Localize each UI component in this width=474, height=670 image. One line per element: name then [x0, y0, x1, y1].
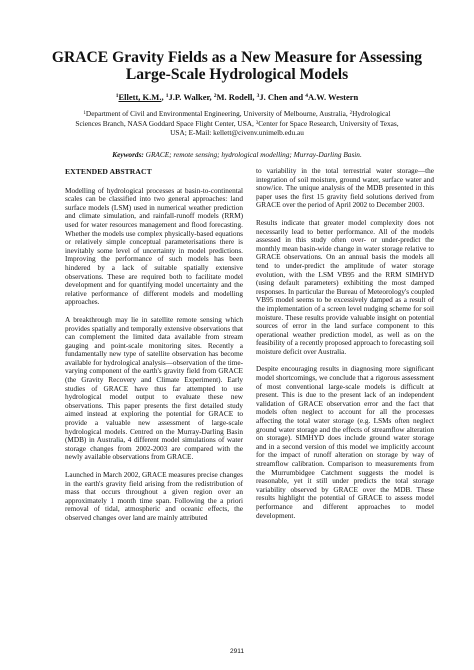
- author-5: $^4$A.W. Western: [305, 92, 359, 102]
- author-list: [40, 92, 434, 103]
- right-paragraph-2: Results indicate that greater model complexity does not necessarily lead to better performance. All of the models assessed in this study often over- or under-predict the monthly mean basin-wide change in water storage relative to GRACE observations. On an annual basis the models all tend to under-predict the amplitude of water storage evolution, with the LSM VB95 and the RRM SIMHYD (using default parameters) exhibiting the most damped responses. In particular the Bureau of Meteorology's coupled VB95 model seems to be excessively damped as a result of the implementation of a screen level nudging scheme for soil moisture. These results provide valuable insight on potential sources of error in the land surface component to this operational weather prediction model, as well as on the feasibility of a recently proposed approach to forecasting soil moisture deficit over Australia.: [256, 218, 434, 356]
- keywords-label: Keywords:: [112, 150, 144, 159]
- right-paragraph-1: to variability in the total terrestrial water storage—the integration of soil moisture, ground water, surface water and snow/ice. The unique analysis of the MDB presented in this paper uses the first 15 gravity field solutions derived from GRACE over the period of April 2002 to December 2003.: [256, 167, 434, 210]
- author-3: $^2$M. Rodell,: [213, 92, 257, 102]
- left-paragraph-3: Launched in March 2002, GRACE measures precise changes in the earth's gravity field arising from the redistribution of mass that occurs throughout a given region over an approximately 1 month time span. Following the a priori removal of tidal, atmospheric and oceanic effects, the observed changes over land are mainly attributed: [65, 471, 243, 522]
- keywords-text: GRACE; remote sensing; hydrological modelling; Murray-Darling Basin.: [145, 150, 362, 159]
- author-1: $^1$Ellett, K.M.,: [115, 92, 166, 102]
- paper-title: GRACE Gravity Fields as a New Measure for Assessing Large-Scale Hydrological Models: [51, 49, 423, 83]
- right-column: [256, 167, 434, 529]
- page-number: 2911: [230, 648, 244, 655]
- abstract-heading: EXTENDED ABSTRACT: [65, 167, 152, 176]
- right-paragraph-3: Despite encouraging results in diagnosing more significant model shortcomings, we conclude that a rigorous assessment of most conventional large-scale models is difficult at present. This is due to the present lack of an independent validation of GRACE observation error and the fact that models often neglect to account for all the processes affecting the total water storage (e.g. LSMs often neglect ground water storage and the effects of streamflow alteration on storage). SIMHYD does include ground water storage and in a second version of this model we implicitly account for the impact of runoff alteration on storage by way of streamflow calibration. Comparison to measurements from the Murrumbidgee Catchment suggests the model is reasonable, yet it still under predicts the total storage variability observed by GRACE over the MDB. These results highlight the potential of GRACE to assess model performance and different approaches to model development.: [256, 365, 434, 520]
- left-paragraph-2: A breakthrough may lie in satellite remote sensing which provides spatially and temporally extensive observations that can complement the limited data available from stream gauging and point-scale monitoring sites. Recently a fundamentally new type of satellite observation has become available for hydrological analysis—observation of the time-varying component of the earth's gravity field from GRACE (the Gravity Recovery and Climate Experiment). Early studies of GRACE have thus far attempted to use hydrological model output to evaluate these new observations. This paper presents the first detailed study aimed instead at exploring the potential for GRACE to provide a valuable new assessment of large-scale hydrological models. Centred on the Murray-Darling Basin (MDB) in Australia, 4 different model simulations of water storage changes from 2002-2003 are compared with the newly available observations from GRACE.: [65, 315, 243, 462]
- author-2: $^1$J.P. Walker,: [165, 92, 214, 102]
- affiliations: $^1$Department of Civil and Environmental Engineering, University of Melbourne, Australia, $^2$Hydrological Sciences Branch, NASA Goddard Space Flight Center, USA, $^3$Center for Space Research, University of Texas, USA; E-Mail: kellett@civenv.unimelb.edu.au: [75, 109, 399, 137]
- keywords-line: [40, 150, 434, 160]
- left-paragraph-1: Modelling of hydrological processes at basin-to-continental scales can be classified into two general approaches: land surface models (LSM) used in numerical weather prediction and climate simulation, and rainfall-runoff models (RRM) used for water resources management and flood forecasting. Whether the models use complex physically-based equations or relatively simple conceptual parameterisations there is inevitably some level of uncertainty in model predictions. Improving the performance of such models has been hindered by a lack of suitable spatially extensive observations. These are required both to facilitate model development and for quantifying model uncertainty and the relative performance of different models and modelling approaches.: [65, 186, 243, 307]
- author-4: $^3$J. Chen and: [256, 92, 306, 102]
- left-column: [65, 168, 243, 532]
- email-link[interactable]: kellett@civenv.unimelb.edu.au: [213, 128, 304, 137]
